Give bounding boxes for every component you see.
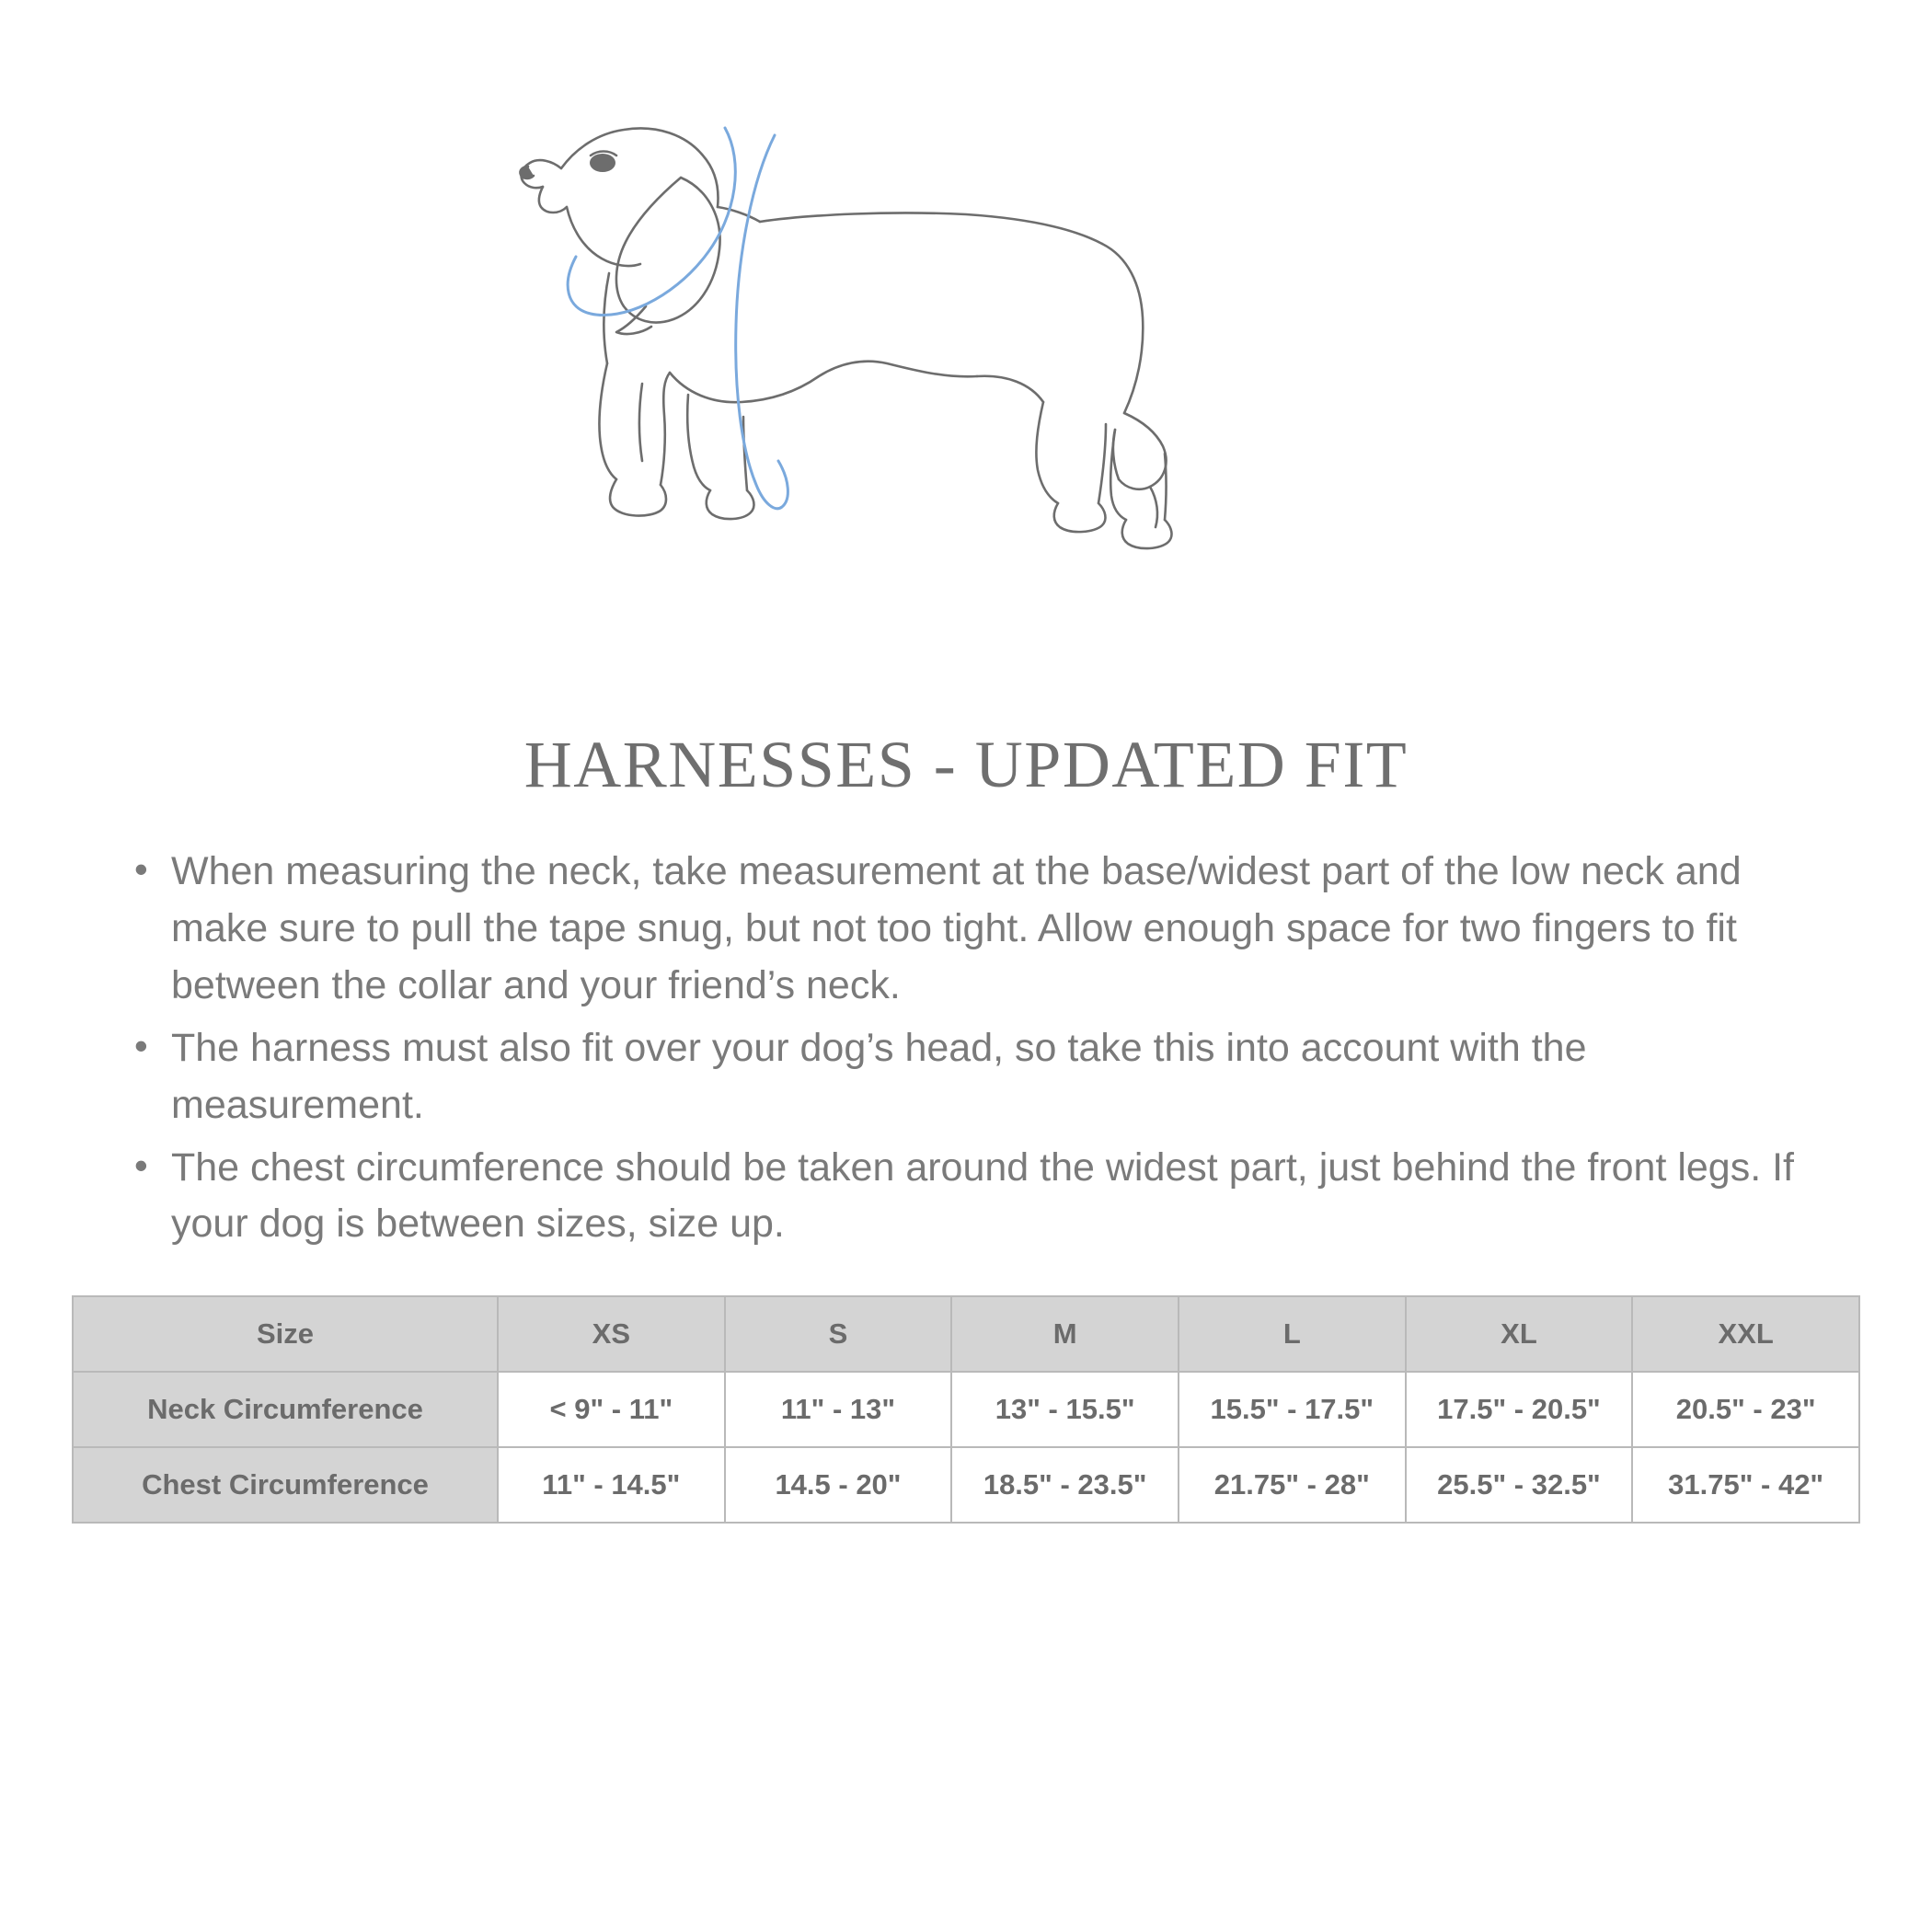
column-header-m: M xyxy=(951,1296,1179,1372)
column-header-xl: XL xyxy=(1406,1296,1633,1372)
size-chart-table xyxy=(72,1295,1860,1524)
cell-chest-l: 21.75" - 28" xyxy=(1179,1447,1406,1523)
column-header-s: S xyxy=(725,1296,952,1372)
cell-chest-xxl: 31.75" - 42" xyxy=(1632,1447,1859,1523)
list-item: • The harness must also fit over your dog’s head, so take this into account with the measurement. xyxy=(129,1020,1833,1134)
list-item: • When measuring the neck, take measurement at the base/widest part of the low neck and make sure to pull the tape snug, but not too tight. Allow enough space for two fingers to fit between the collar and your friend’s neck. xyxy=(129,844,1833,1015)
dog-side-profile-svg xyxy=(506,60,1426,704)
cell-neck-l: 15.5" - 17.5" xyxy=(1179,1372,1406,1447)
cell-neck-xxl: 20.5" - 23" xyxy=(1632,1372,1859,1447)
instructions-list xyxy=(72,844,1860,1253)
table-header xyxy=(73,1296,1859,1372)
cell-neck-xs: < 9" - 11" xyxy=(498,1372,725,1447)
page-title: HARNESSES - UPDATED FIT xyxy=(523,728,1409,801)
table-row xyxy=(73,1372,1859,1447)
table-header-row xyxy=(73,1296,1859,1372)
cell-chest-xs: 11" - 14.5" xyxy=(498,1447,725,1523)
column-header-size: Size xyxy=(73,1296,498,1372)
list-item: • The chest circumference should be taken around the widest part, just behind the front legs. If your dog is between sizes, size up. xyxy=(129,1140,1833,1254)
cell-neck-xl: 17.5" - 20.5" xyxy=(1406,1372,1633,1447)
cell-chest-xl: 25.5" - 32.5" xyxy=(1406,1447,1633,1523)
dog-illustration xyxy=(72,0,1860,727)
column-header-xs: XS xyxy=(498,1296,725,1372)
table-row xyxy=(73,1447,1859,1523)
row-label-chest-circumference: Chest Circumference xyxy=(73,1447,498,1523)
cell-neck-s: 11" - 13" xyxy=(725,1372,952,1447)
table-body xyxy=(73,1372,1859,1523)
column-header-l: L xyxy=(1179,1296,1406,1372)
cell-chest-m: 18.5" - 23.5" xyxy=(951,1447,1179,1523)
cell-chest-s: 14.5 - 20" xyxy=(725,1447,952,1523)
row-label-neck-circumference: Neck Circumference xyxy=(73,1372,498,1447)
dog-outline xyxy=(520,128,1171,548)
column-header-xxl: XXL xyxy=(1632,1296,1859,1372)
cell-neck-m: 13" - 15.5" xyxy=(951,1372,1179,1447)
